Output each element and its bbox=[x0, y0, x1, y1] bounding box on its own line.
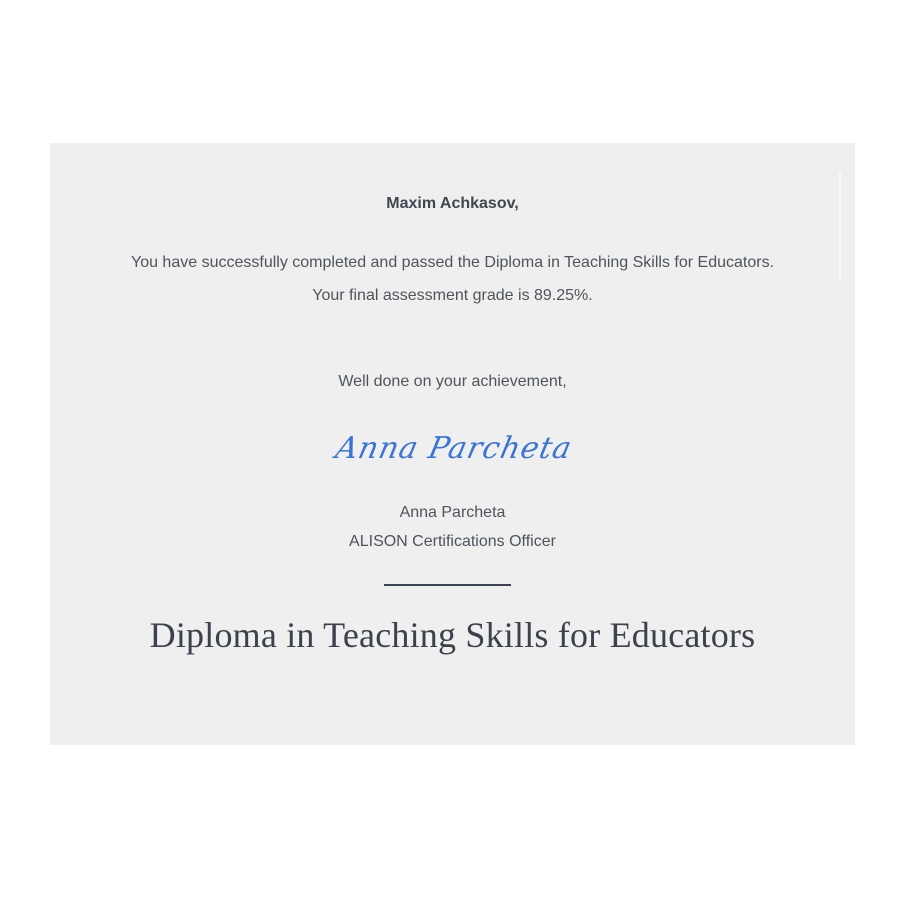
signer-title: ALISON Certifications Officer bbox=[349, 533, 556, 550]
divider-rule bbox=[384, 584, 511, 586]
certificate-card bbox=[50, 143, 855, 745]
svg-text:Anna Parcheta: Anna Parcheta bbox=[332, 431, 576, 466]
recipient-name: Maxim Achkasov, bbox=[386, 195, 519, 212]
signer-name: Anna Parcheta bbox=[399, 504, 506, 521]
grade-message: Your final assessment grade is 89.25%. bbox=[312, 287, 593, 304]
handwritten-signature bbox=[50, 420, 855, 470]
completion-message: You have successfully completed and passed the Diploma in Teaching Skills for Educators. bbox=[130, 254, 775, 271]
course-title: Diploma in Teaching Skills for Educators bbox=[149, 615, 756, 655]
closing-text: Well done on your achievement, bbox=[338, 373, 567, 390]
